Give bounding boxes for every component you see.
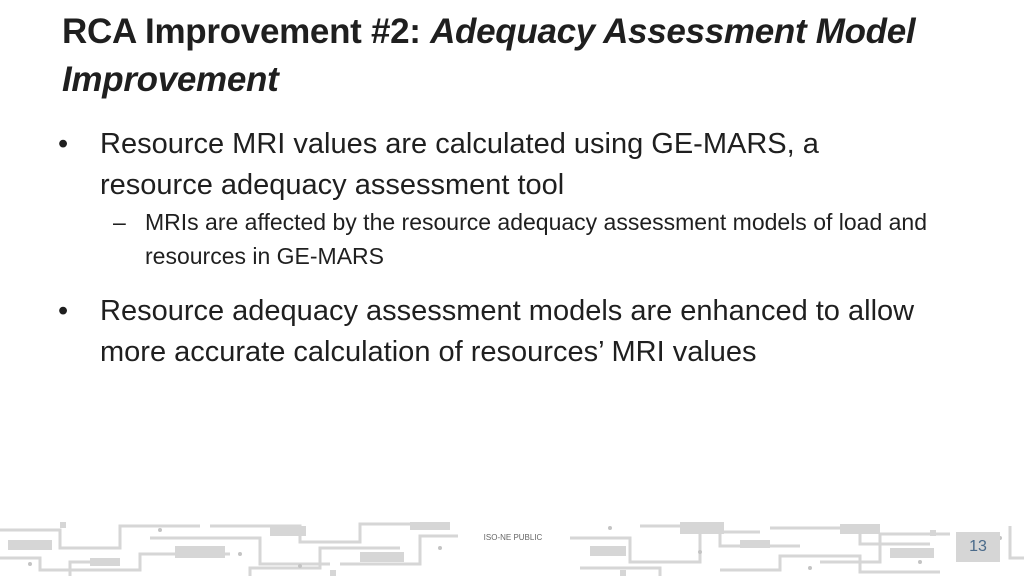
- bullet-marker: •: [58, 128, 69, 160]
- bullet-marker: •: [58, 295, 69, 327]
- page-number: 13: [956, 532, 1000, 562]
- sub-bullet-text: MRIs are affected by the resource adequacy assessment models of load and resources in GE-MARS: [145, 209, 928, 269]
- slide-title: [62, 8, 1002, 104]
- slide-title-emphasis: Adequacy Assessment Model Improvement: [62, 12, 916, 99]
- circuit-board-icon: [0, 518, 1024, 576]
- slide-title-prefix: RCA Improvement #2:: [62, 12, 431, 51]
- bullet-item-1: [58, 124, 898, 206]
- bullet-item-2: [58, 291, 988, 373]
- classification-label: ISO-NE PUBLIC: [458, 530, 568, 546]
- sub-bullet-marker: –: [113, 209, 126, 235]
- bullet-text: Resource adequacy assessment models are enhanced to allow more accurate calculation of resources’ MRI values: [100, 295, 915, 368]
- bullet-text: Resource MRI values are calculated using GE-MARS, a resource adequacy assessment tool: [100, 128, 819, 201]
- circuit-pattern-footer: [0, 518, 1024, 576]
- sub-bullet-item-1: [113, 205, 933, 273]
